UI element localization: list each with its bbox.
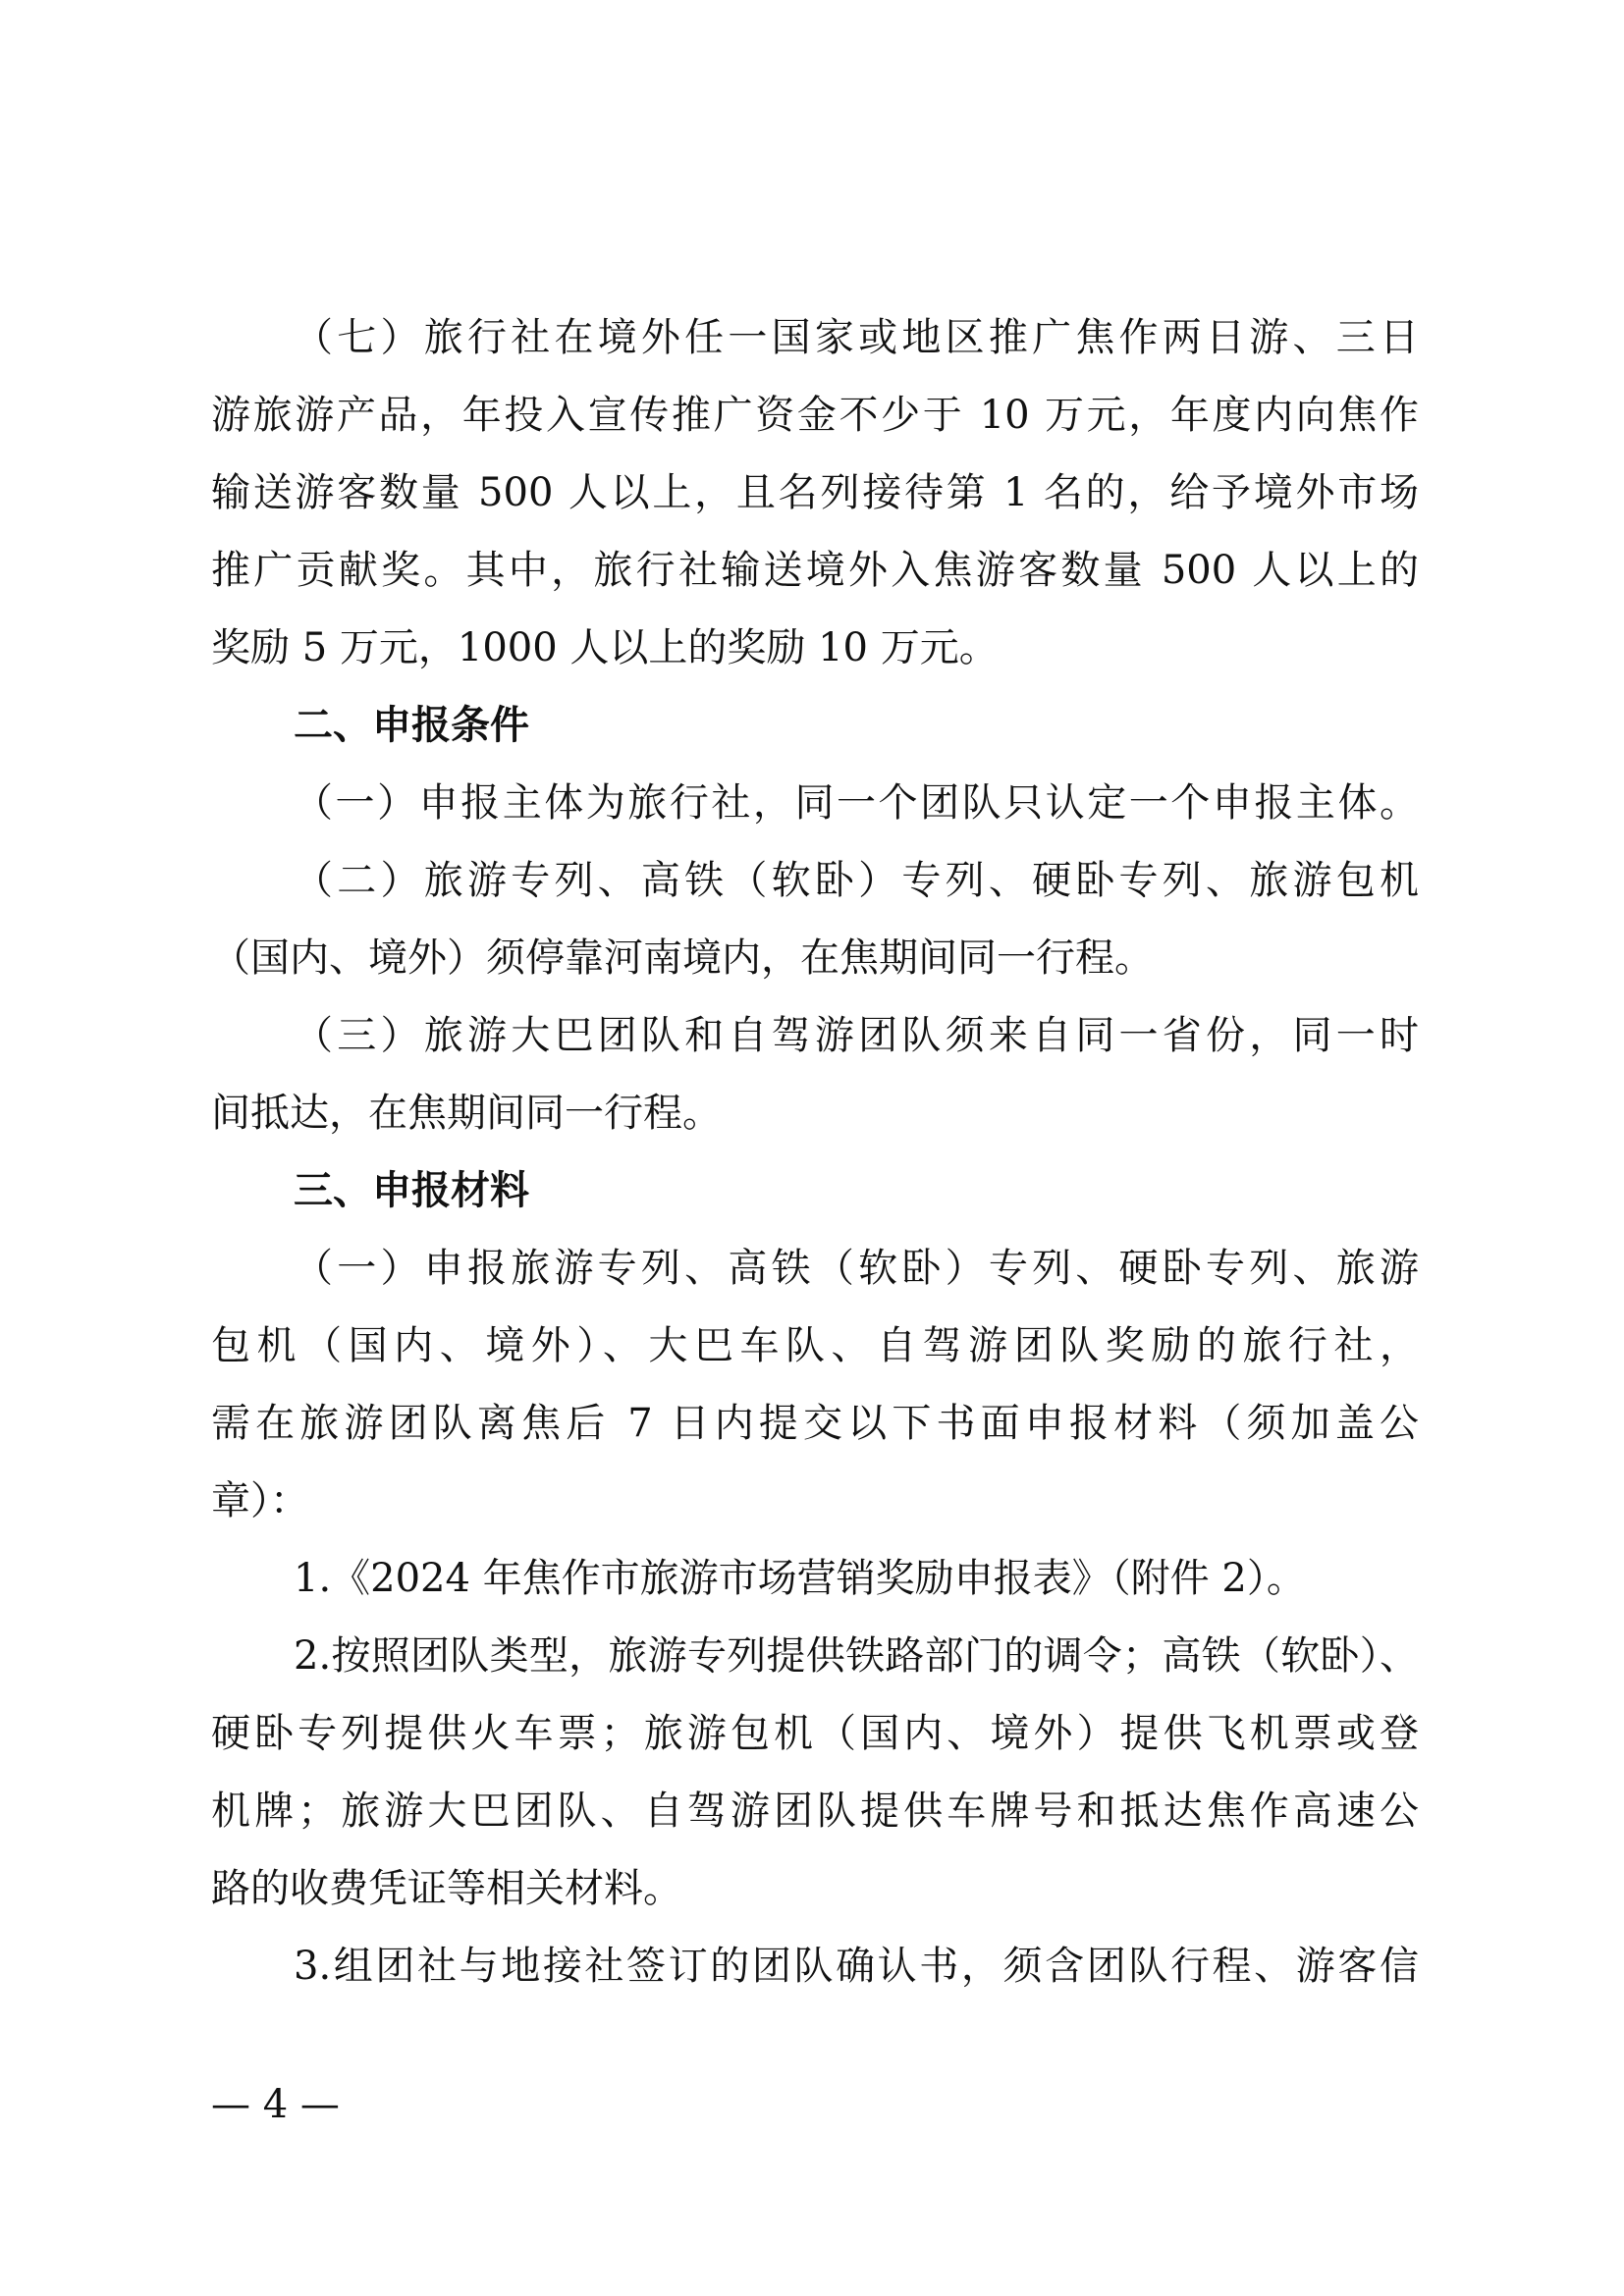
paragraph-line: 输送游客数量 500 人以上，且名列接待第 1 名的，给予境外市场 (211, 470, 1419, 515)
paragraph-line: 奖励 5 万元，1000 人以上的奖励 10 万元。 (211, 625, 999, 670)
paragraph-line: 需在旅游团队离焦后 7 日内提交以下书面申报材料（须加盖公 (211, 1401, 1419, 1446)
paragraph-line: 机牌；旅游大巴团队、自驾游团队提供车牌号和抵达焦作高速公 (211, 1789, 1419, 1834)
paragraph-line: 间抵达，在焦期间同一行程。 (211, 1091, 722, 1136)
paragraph-line: （国内、境外）须停靠河南境内，在焦期间同一行程。 (211, 935, 1154, 981)
section-heading: 二、申报条件 (294, 703, 529, 748)
page-number: — 4 — (211, 2082, 340, 2127)
paragraph-line: 游旅游产品，年投入宣传推广资金不少于 10 万元，年度内向焦作 (211, 393, 1419, 438)
section-heading: 三、申报材料 (294, 1168, 529, 1213)
paragraph-line: （三）旅游大巴团队和自驾游团队须来自同一省份，同一时 (294, 1013, 1419, 1058)
paragraph-line: （二）旅游专列、高铁（软卧）专列、硬卧专列、旅游包机 (294, 858, 1419, 903)
paragraph-line: 2.按照团队类型，旅游专列提供铁路部门的调令；高铁（软卧）、 (294, 1633, 1419, 1679)
paragraph-line: 硬卧专列提供火车票；旅游包机（国内、境外）提供飞机票或登 (211, 1711, 1419, 1756)
paragraph-line: （一）申报旅游专列、高铁（软卧）专列、硬卧专列、旅游 (294, 1246, 1419, 1291)
body-text (211, 299, 1419, 2005)
paragraph-line: （一）申报主体为旅行社，同一个团队只认定一个申报主体。 (294, 780, 1419, 826)
paragraph-line: （七）旅行社在境外任一国家或地区推广焦作两日游、三日 (294, 315, 1419, 360)
paragraph-line: 路的收费凭证等相关材料。 (211, 1866, 682, 1911)
paragraph-line: 3.组团社与地接社签订的团队确认书，须含团队行程、游客信 (294, 1944, 1419, 1989)
paragraph-line: 推广贡献奖。其中，旅行社输送境外入焦游客数量 500 人以上的 (211, 548, 1419, 593)
paragraph-line: 章）： (211, 1478, 309, 1523)
paragraph-line: 1.《2024 年焦作市旅游市场营销奖励申报表》（附件 2）。 (294, 1556, 1306, 1601)
paragraph-line: 包机（国内、境外）、大巴车队、自驾游团队奖励的旅行社， (211, 1323, 1419, 1368)
